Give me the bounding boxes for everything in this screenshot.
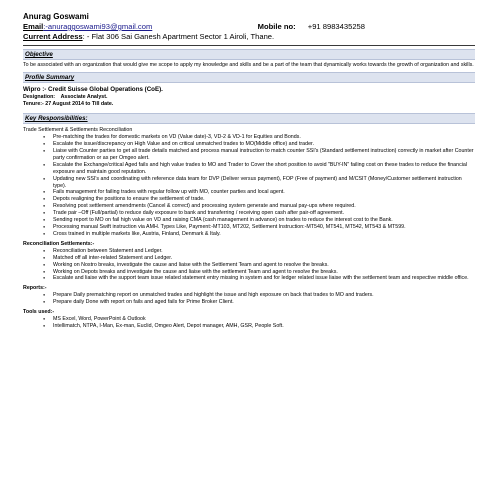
list-item: ● Resolving post settlement amendments (Cancel & correct) and processing system generate and manual pay-ups where required. (43, 203, 475, 210)
list-item: ● Working on Depots breaks and investigate the cause and liaise with the settlement Team and agent to resolve the breaks. (43, 269, 475, 276)
list-item: ● MS Excel, Word, PowerPoint & Outlook (43, 316, 475, 323)
recon-heading: Reconciliation Settlements:- (23, 240, 95, 247)
reports-list (43, 292, 475, 306)
objective-text: To be associated with an organization that would give me scope to apply my knowledge and skills and be a part of the team that dynamically works towards the growth of organization and skills. (23, 62, 474, 68)
list-item: ● Working on Nostro breaks, investigate the cause and liaise with the Settlement Team and agent to resolve the breaks. (43, 262, 475, 269)
list-item: ● Sending report to MO on fail high value on VD and raising CMA (cash management in advance) on trades to reduce the interest cost to the Bank. (43, 217, 475, 224)
mobile-label: Mobile no: (257, 22, 296, 31)
header-divider (23, 45, 475, 46)
list-item: ● Depots realigning the positions to ensure the settlement of trade. (43, 196, 475, 203)
section-profile-title: Profile Summary (23, 72, 475, 83)
tenure-line: Tenure:- 27 August 2014 to Till date. (23, 101, 114, 108)
list-item: ● Processing manual Swift instruction via AMH. Types Like, Payment:-MT103, MT202, Settlement Instruction:-MT540, MT541, MT542, MT543 & MT599. (43, 224, 475, 231)
tools-heading: Tools used:- (23, 309, 55, 316)
resume-page (23, 12, 475, 487)
list-item: ● Matched off all inter-related Statement and Ledger. (43, 255, 475, 262)
list-item: ● Escalate and liaise with the support team issue related statement entry missing in system and for ledger related issue liaise with the settlement team and respective middle office. (43, 275, 475, 282)
reports-heading: Reports:- (23, 285, 47, 292)
list-item: ● Escalate the issue/discrepancy on High Value and on critical unmatched trades to MO(Middle office) and trader. (43, 141, 475, 148)
section-objective-title: Objective (23, 49, 475, 60)
list-item: ● Intellimatch, NTPA, I-Man, Ex-man, Euclid, Omgeo Alert, Depot manager, AMH, GSR, People Soft. (43, 323, 475, 330)
address-label: Current Address (23, 32, 83, 41)
address-value: : - Flat 306 Sai Ganesh Apartment Sector 1 Airoli, Thane. (82, 32, 275, 41)
candidate-name: Anurag Goswami (23, 12, 89, 21)
list-item: ● Prepare Daily prematching report on unmatched trades and highlight the issue and high exposure on back that trades to MO and traders. (43, 292, 475, 299)
list-item: ● Prepare daily Done with report on fails and aged fails for Prime Broker Client. (43, 299, 475, 306)
company-line: Wipro :- Credit Suisse Global Operations (CoE). (23, 86, 163, 94)
list-item: ● Updating new SSI's and coordinating with reference data team for DVP (Deliver versus payment), FOP (Free of payment) and M/CSIT (Money/Customer settlement instruction type). (43, 176, 475, 190)
recon-list (43, 248, 475, 283)
email-link[interactable]: :-anuraggoswami93@gmail.com (43, 22, 153, 31)
section-responsibilities-title: Key Responsibilities: (23, 113, 475, 124)
trade-heading: Trade Settlement & Settlements Reconciliation (23, 127, 133, 134)
list-item: ● Fails management for failing trades with regular follow up with MO, counter parties and local agent. (43, 189, 475, 196)
list-item: ● Cross trained in multiple markets like, Austria, Finland, Denmark & Italy. (43, 231, 475, 238)
trade-list (43, 134, 475, 238)
address-row (23, 32, 475, 42)
list-item: ● Escalate the Exchange/critical Aged fails and high value trades to MO and Trader to Cover the short position to avoid "BUY-IN" failing cost on these trades to reduce the financial exposure and maintain good reputation. (43, 162, 475, 176)
tools-list (43, 316, 475, 330)
list-item: ● Trade pair –Off (Full/partial) to reduce daily exposure to bank and transferring / receiving open cash after pair-off agreement. (43, 210, 475, 217)
mobile-group (258, 22, 365, 32)
email-label: Email (23, 22, 44, 31)
designation-line (23, 94, 475, 101)
list-item: ● Liaise with Counter parties to get all trade details matched and process manual instruction to match counter SSI's (Standard settlement instruction) correctly in market after Counter party confirmation or as per Omgeo alert. (43, 148, 475, 162)
designation-label: Designation: (23, 94, 56, 101)
mobile-value: +91 8983435258 (307, 22, 365, 31)
designation-value: Associate Analyst. (60, 94, 108, 101)
contact-row (23, 22, 475, 32)
list-item: ● Pre-matching the trades for domestic markets on VD (Value date)-3, VD-2 & VD-1 for Equities and Bonds. (43, 134, 475, 141)
list-item: ● Reconciliation between Statement and Ledger. (43, 248, 475, 255)
